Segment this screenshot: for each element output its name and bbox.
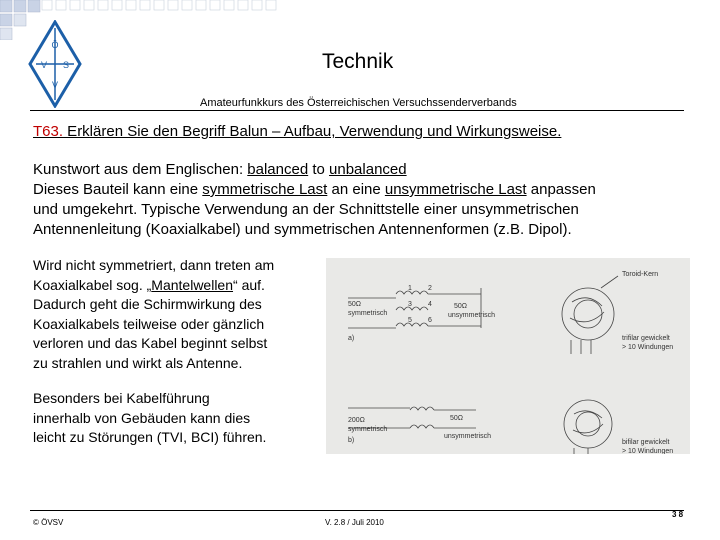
fig-a-right-ohm: 50Ω bbox=[454, 303, 468, 310]
term-symmetric-load: symmetrische Last bbox=[202, 181, 328, 198]
fig-toroid-label: Toroid-Kern bbox=[622, 271, 659, 278]
header-divider bbox=[30, 110, 684, 111]
fig-b-left-label: symmetrisch bbox=[348, 426, 388, 433]
term-mantelwellen: Mantelwellen bbox=[151, 276, 234, 293]
fig-b-right-ohm: 50Ω bbox=[450, 415, 464, 422]
intro-paragraph bbox=[33, 160, 596, 240]
term-balanced: balanced bbox=[247, 161, 309, 178]
balun-diagram bbox=[326, 258, 690, 454]
intro-line-3: und umgekehrt. Typische Verwendung an der Schnittstelle einer unsymmetrischen bbox=[33, 201, 579, 218]
term-unbalanced: unbalanced bbox=[329, 161, 407, 178]
fig-a-tag: a) bbox=[348, 335, 355, 342]
footer-copyright: © ÖVSV bbox=[33, 518, 64, 527]
fig-a-n6: 6 bbox=[428, 317, 432, 324]
oevsv-logo bbox=[26, 20, 84, 108]
fig-a-winding-1: trifilar gewickelt bbox=[622, 335, 670, 342]
fig-b-tag: b) bbox=[348, 437, 355, 444]
svg-text:V: V bbox=[40, 60, 48, 70]
fig-b-left-ohm: 200Ω bbox=[348, 417, 365, 424]
fig-a-n3: 3 bbox=[408, 301, 412, 308]
question-text: Erklären Sie den Begriff Balun – Aufbau, Verwendung und Wirkungsweise. bbox=[63, 123, 562, 140]
sheath-wave-paragraph: Wird nicht symmetriert, dann treten am Koaxialkabel sog. „Mantelwellen“ auf. Dadurch geht die Schirmwirkung des Koaxialkabels teilweise oder gänzlich verloren und das Kabel beginnt selbst zu strahlen und wirkt als Antenne. bbox=[33, 257, 275, 371]
question-number: T63. bbox=[33, 123, 64, 140]
page-title: Technik bbox=[322, 50, 394, 73]
fig-a-n1: 1 bbox=[408, 285, 412, 292]
svg-text:S: S bbox=[62, 60, 70, 70]
footer-divider bbox=[30, 510, 684, 511]
intro-line-2: Dieses Bauteil kann eine symmetrische Last an eine unsymmetrische Last anpassen bbox=[33, 181, 596, 198]
fig-a-n2: 2 bbox=[428, 285, 432, 292]
svg-text:Ö: Ö bbox=[51, 40, 59, 50]
fig-a-left-label: symmetrisch bbox=[348, 310, 388, 317]
interference-paragraph: Besonders bei Kabelführung innerhalb von Gebäuden kann dies leicht zu Störungen (TVI, BCI) führen. bbox=[33, 390, 267, 445]
fig-a-n4: 4 bbox=[428, 301, 432, 308]
question-heading bbox=[33, 123, 561, 140]
footer-version: V. 2.8 / Juli 2010 bbox=[325, 518, 384, 527]
page-number: 3 8 bbox=[672, 510, 684, 519]
fig-a-left-ohm: 50Ω bbox=[348, 301, 362, 308]
fig-a-right-label: unsymmetrisch bbox=[448, 312, 496, 319]
svg-text:V: V bbox=[51, 80, 59, 90]
fig-a-winding-2: > 10 Windungen bbox=[622, 344, 674, 351]
fig-b-winding-1: bifilar gewickelt bbox=[622, 439, 670, 446]
fig-b-right-label: unsymmetrisch bbox=[444, 433, 492, 440]
intro-line-4: Antennenleitung (Koaxialkabel) und symmetrischen Antennenformen (z.B. Dipol). bbox=[33, 221, 572, 238]
fig-b-winding-2: > 10 Windungen bbox=[622, 448, 674, 454]
page-subtitle: Amateurfunkkurs des Österreichischen Versuchssenderverbands bbox=[200, 97, 517, 109]
intro-line-1: Kunstwort aus dem Englischen: balanced to unbalanced bbox=[33, 161, 407, 178]
fig-a-n5: 5 bbox=[408, 317, 412, 324]
term-asymmetric-load: unsymmetrische Last bbox=[384, 181, 527, 198]
